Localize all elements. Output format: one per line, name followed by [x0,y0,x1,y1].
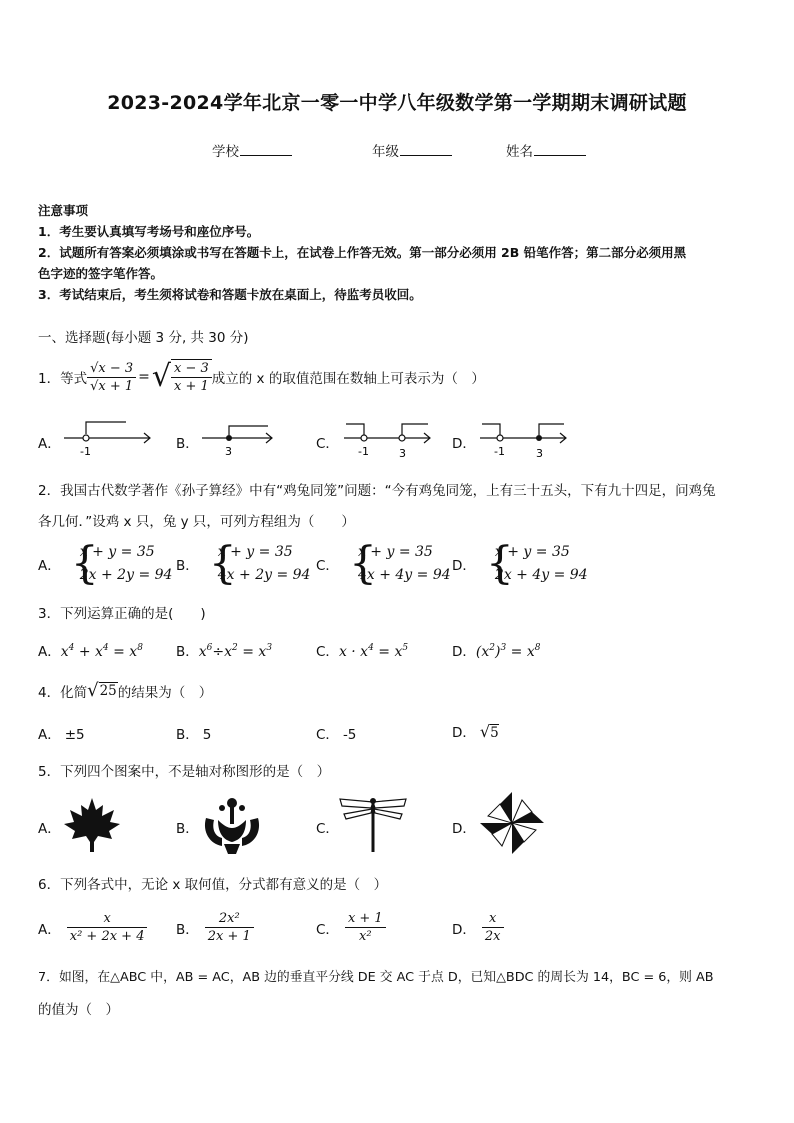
numerator: x + 1 [345,910,386,928]
dragonfly-icon [338,796,408,854]
question-7-line-2: 的值为（ ） [38,1002,119,1018]
q1-option-b-label[interactable]: B． [176,436,199,452]
q1-radical-icon: √ [151,359,171,394]
notes-section [38,200,686,305]
q1b-tick-label: 3 [225,445,232,458]
q3-option-b[interactable] [176,640,272,660]
question-4 [38,680,212,701]
q5-option-b-label[interactable]: B． [176,821,199,837]
eq-line: 2x + 2y = 94 [79,567,173,583]
pinwheel-icon [478,790,546,856]
denominator: x² + 2x + 4 [69,929,145,944]
q4-option-d-value: 5 [490,725,499,741]
q2-option-c-label: C． [316,558,339,574]
q4-option-d-label: D． [452,725,476,741]
q2-option-d-label: D． [452,558,476,574]
q2-option-b-system: { x + y = 35 4x + 2y = 94 [208,538,311,589]
q3-option-a[interactable] [38,640,143,660]
q2-option-a[interactable] [38,538,173,589]
numerator: 2x² [205,910,254,928]
q2-option-d-system: { x + y = 35 2x + 4y = 94 [485,538,588,589]
question-1-number: 1．等式 [38,371,88,387]
section-heading: 一、选择题(每小题 3 分, 共 30 分) [38,330,249,346]
q6-option-a[interactable] [38,910,147,945]
denominator: 2x + 1 [207,929,251,944]
q3-option-b-expr: $x^6\div x^2 = x^3$ [198,643,273,660]
question-3: 3．下列运算正确的是( ) [38,606,206,622]
q2-option-c[interactable] [316,538,451,589]
q4-radical-icon: √ [87,680,99,701]
q6-option-b-label: B． [176,921,199,938]
q4-radicand: 25 [99,683,117,699]
q2-option-b-label: B． [176,558,199,574]
eq-line: x + y = 35 [494,544,570,560]
q1-rhs-numerator: x − 3 [171,360,212,378]
q4-option-a[interactable] [38,723,85,743]
eq-line: x + y = 35 [79,544,155,560]
q5-option-a-label[interactable]: A． [38,821,61,837]
q3-option-d[interactable] [452,640,540,660]
q6-option-d[interactable] [452,910,504,945]
q2-option-b[interactable] [176,538,311,589]
q4-option-c-label: C． [316,727,339,743]
q5-option-d-label[interactable]: D． [452,821,476,837]
q1d-tick-label-2: 3 [536,447,543,460]
question-7-line-1: 7．如图，在△ABC 中，AB = AC，AB 边的垂直平分线 DE 交 AC 于点 D，已知△BDC 的周长为 14，BC = 6，则 AB [38,970,714,985]
q4-option-a-value: ±5 [64,727,85,743]
q1-equals: = [138,369,150,385]
q4-option-d-radical-icon: √ [479,722,491,741]
eq-line: x + y = 35 [357,544,433,560]
q2-option-a-label: A． [38,558,61,574]
q3-option-c-label: C． [316,644,339,660]
q1-option-c-label[interactable]: C． [316,436,339,452]
eq-line: 4x + 2y = 94 [217,567,311,583]
q3-option-a-expr: $x^4 + x^4 = x^8$ [60,643,143,660]
eq-line: 2x + 4y = 94 [494,567,588,583]
question-5: 5．下列四个图案中，不是轴对称图形的是（ ） [38,764,331,780]
q1-rhs-fraction [171,359,212,395]
eq-line: 4x + 4y = 94 [357,567,451,583]
flower-icon [200,796,264,856]
q1c-tick-label-2: 3 [399,447,406,460]
q3-option-d-label: D． [452,644,476,660]
q1-lhs-numerator: √x − 3 [87,360,136,378]
q1c-tick-label-1: -1 [358,445,369,458]
q4-option-d[interactable] [452,721,499,741]
maple-leaf-icon [62,796,122,854]
q1-option-d-numberline [480,418,572,458]
q1-option-b-numberline [202,418,278,458]
q2-option-a-system: { x + y = 35 2x + 2y = 94 [70,538,173,589]
question-1 [38,355,485,399]
denominator: 2x [484,929,501,944]
eq-line: x + y = 35 [217,544,293,560]
q3-option-a-label: A． [38,644,61,660]
denominator: x² [359,929,372,944]
q1-lhs-denominator: √x + 1 [90,378,134,394]
q4-option-b-value: 5 [202,727,212,743]
q6-option-c-fraction [345,910,386,945]
school-field[interactable]: 学校 [212,140,292,160]
q4-option-b[interactable] [176,723,211,743]
q4-pre: 4．化简 [38,684,88,701]
q3-option-d-expr: $(x^2)^3 = x^8$ [475,643,541,660]
question-2-line-1: 2．我国古代数学著作《孙子算经》中有“鸡兔同笼”问题：“今有鸡兔同笼，上有三十五头，下有九十四足，问鸡兔 [38,483,716,499]
q6-option-b-fraction [205,910,254,945]
page-title: 2023-2024学年北京一零一中学八年级数学第一学期期末调研试题 [107,92,687,114]
notes-item: 3．考试结束后，考生须将试卷和答题卡放在桌面上，待监考员收回。 [38,287,422,302]
q6-option-d-fraction [482,910,504,945]
q1-option-a-numberline [64,418,156,458]
notes-item: 2．试题所有答案必须填涂或书写在答题卡上，在试卷上作答无效。第一部分必须用 2B 铅笔作答；第二部分必须用黑 [38,245,687,260]
q5-option-c-label[interactable]: C． [316,821,339,837]
q2-option-c-system: { x + y = 35 4x + 4y = 94 [348,538,451,589]
q6-option-c[interactable] [316,910,386,945]
q6-option-a-label: A． [38,921,61,938]
question-6: 6．下列各式中，无论 x 取何值，分式都有意义的是（ ） [38,877,388,893]
q6-option-a-fraction [67,910,148,945]
notes-item: 1．考生要认真填写考场号和座位序号。 [38,224,260,239]
notes-item: 色字迹的签字笔作答。 [38,266,164,281]
q1-lhs-fraction [87,360,136,395]
q4-option-c-value: -5 [342,727,357,743]
q1-tail: 成立的 x 的取值范围在数轴上可表示为（ ） [211,371,485,387]
grade-field[interactable]: 年级 [372,140,452,160]
q1-option-d-label[interactable]: D． [452,436,476,452]
q4-option-b-label: B． [176,727,199,743]
q4-option-c[interactable] [316,723,356,743]
q6-option-b[interactable] [176,910,254,945]
q4-post: 的结果为（ ） [117,684,213,701]
q1-rhs-denominator: x + 1 [174,379,209,394]
q1d-tick-label-1: -1 [494,445,505,458]
numerator: x [482,910,504,928]
notes-heading: 注意事项 [38,203,89,218]
question-2-line-2: 各几何．”设鸡 x 只，兔 y 只，可列方程组为（ ） [38,514,355,530]
q1-option-c-numberline [344,418,436,458]
q3-option-c-expr: $x \cdot x^4 = x^5$ [338,643,409,660]
q4-option-a-label: A． [38,727,61,743]
q6-option-c-label: C． [316,921,339,938]
q1-option-a-label[interactable]: A． [38,436,61,452]
name-field[interactable]: 姓名 [506,140,586,160]
numerator: x [67,910,148,928]
q3-option-b-label: B． [176,644,199,660]
q3-option-c[interactable] [316,640,408,660]
q1a-tick-label: -1 [80,445,91,458]
q2-option-d[interactable] [452,538,588,589]
q6-option-d-label: D． [452,921,476,938]
